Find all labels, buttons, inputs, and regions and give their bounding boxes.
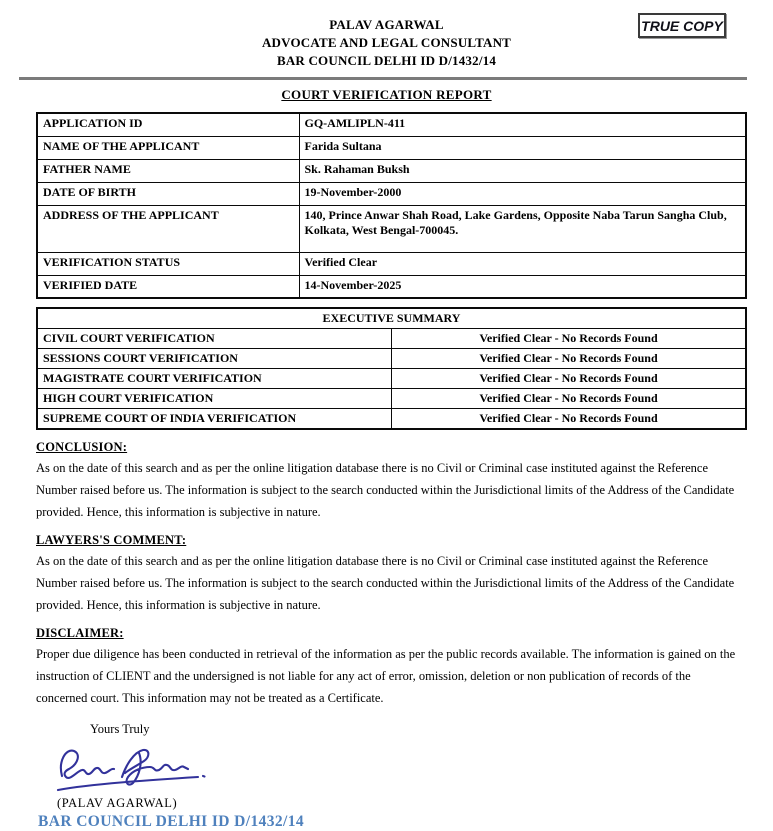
signatory-name: (PALAV AGARWAL) [57, 796, 178, 810]
row-value: 19-November-2000 [299, 182, 746, 205]
table-row [37, 159, 746, 182]
conclusion-heading: CONCLUSION: [36, 440, 128, 454]
row-value: Verified Clear - No Records Found [392, 409, 747, 430]
table-row [37, 182, 746, 205]
row-label: HIGH COURT VERIFICATION [37, 389, 392, 409]
disclaimer-body: Proper due diligence has been conducted in retrieval of the information as per the public records available. The information is gained on the instruction of CLIENT and the undersigned is not liable for any act of error, omission, deletion or non publication of records of the concerned court. This information may not be treated as a Certificate. [36, 647, 736, 705]
row-value: Verified Clear - No Records Found [392, 369, 747, 389]
row-label: ADDRESS OF THE APPLICANT [37, 205, 299, 252]
table-row [37, 252, 746, 275]
row-value: GQ-AMLIPLN-411 [299, 113, 746, 136]
page-title-text: COURT VERIFICATION REPORT [281, 87, 492, 102]
row-label: NAME OF THE APPLICANT [37, 136, 299, 159]
row-value: Sk. Rahaman Buksh [299, 159, 746, 182]
page-title [0, 87, 773, 103]
true-copy-stamp: TRUE COPY [638, 13, 726, 38]
advocate-name: PALAV AGARWAL [329, 17, 444, 32]
advocate-designation: ADVOCATE AND LEGAL CONSULTANT [261, 35, 512, 50]
row-label: SESSIONS COURT VERIFICATION [37, 349, 392, 369]
applicant-details-table [36, 112, 747, 299]
closing-salutation: Yours Truly [90, 722, 150, 736]
table-row [37, 349, 746, 369]
lawyers-comment-section [36, 533, 744, 616]
row-value: Verified Clear - No Records Found [392, 349, 747, 369]
table-row [37, 329, 746, 349]
row-label: VERIFICATION STATUS [37, 252, 299, 275]
header-divider [19, 77, 747, 80]
handwritten-signature [50, 740, 220, 796]
row-label: VERIFIED DATE [37, 275, 299, 298]
row-value: Verified Clear [299, 252, 746, 275]
table-header-row [37, 308, 746, 329]
table-row [37, 275, 746, 298]
row-label: DATE OF BIRTH [37, 182, 299, 205]
row-label: FATHER NAME [37, 159, 299, 182]
conclusion-body: As on the date of this search and as per the online litigation database there is no Civil or Criminal case instituted against the Reference Number raised before us. The information is subject to the search conducted within the Jurisdictional limits of the Address of the Candidate provided. Hence, this information is subjective in nature. [36, 461, 735, 519]
narrative-sections [36, 440, 744, 709]
conclusion-section [36, 440, 744, 523]
row-label: CIVIL COURT VERIFICATION [37, 329, 392, 349]
table-row [37, 205, 746, 252]
advocate-bar-id: BAR COUNCIL DELHI ID D/1432/14 [276, 53, 497, 68]
disclaimer-heading: DISCLAIMER: [36, 626, 124, 640]
table-row [37, 136, 746, 159]
row-label: MAGISTRATE COURT VERIFICATION [37, 369, 392, 389]
table-row [37, 389, 746, 409]
row-label: APPLICATION ID [37, 113, 299, 136]
row-value: Farida Sultana [299, 136, 746, 159]
row-value: Verified Clear - No Records Found [392, 329, 747, 349]
lawyers-comment-heading: LAWYERS'S COMMENT: [36, 533, 187, 547]
disclaimer-section [36, 626, 744, 709]
table-row [37, 409, 746, 430]
executive-summary-title: EXECUTIVE SUMMARY [37, 308, 746, 329]
table-row [37, 113, 746, 136]
executive-summary-table [36, 307, 747, 430]
table-row [37, 369, 746, 389]
row-label: SUPREME COURT OF INDIA VERIFICATION [37, 409, 392, 430]
row-value: 140, Prince Anwar Shah Road, Lake Gardens, Opposite Naba Tarun Sangha Club, Kolkata, West Bengal-700045. [299, 205, 746, 252]
footer-bar-council-id: BAR COUNCIL DELHI ID D/1432/14 [38, 813, 305, 830]
row-value: Verified Clear - No Records Found [392, 389, 747, 409]
row-value: 14-November-2025 [299, 275, 746, 298]
lawyers-comment-body: As on the date of this search and as per the online litigation database there is no Civil or Criminal case instituted against the Reference Number raised before us. The information is subject to the search conducted within the Jurisdictional limits of the Address of the Candidate provided. Hence, this information is subjective in nature. [36, 554, 735, 612]
